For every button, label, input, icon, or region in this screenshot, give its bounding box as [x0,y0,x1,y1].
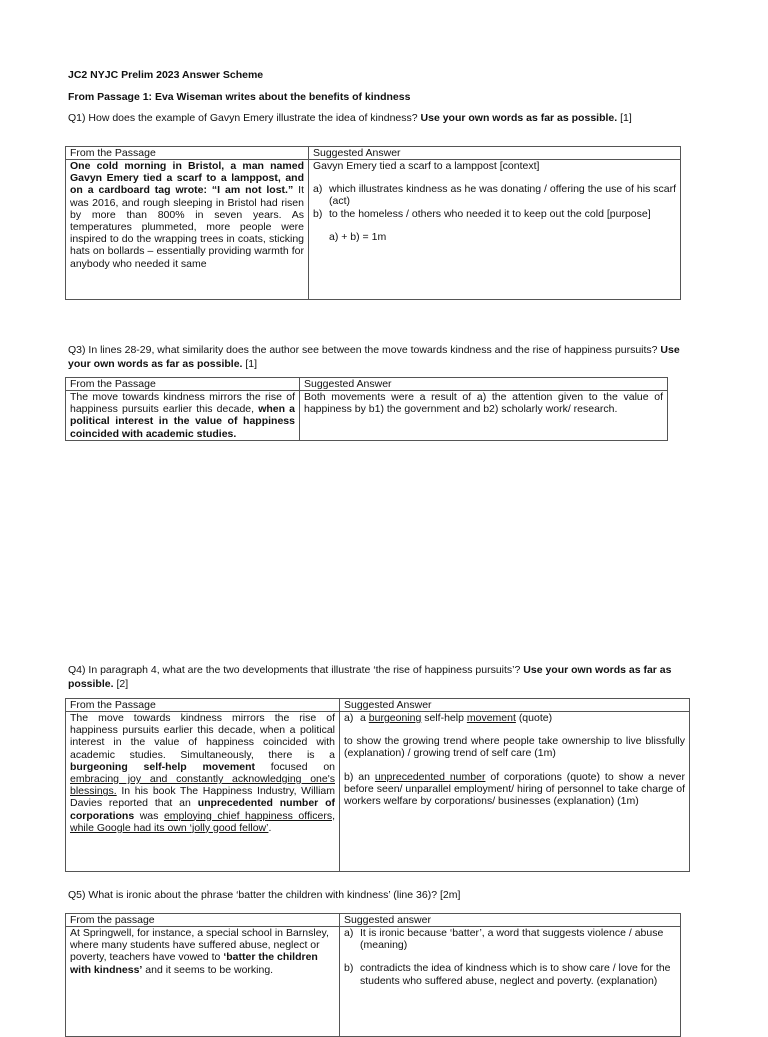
q1-passage-cell: One cold morning in Bristol, a man named Gavyn Emery tied a scarf to a lamppost, and on a cardboard tag wrote: “I am not lost.” It was 2016, and rough sleeping in Bristol had risen by more than 800% in seven years. As temperatures plummeted, more people were inspired to do the wrapping trees in coats, sticking hats on bollards – essentially providing warmth for anybody who needed it same [66,160,309,300]
q1-answer-total: a) + b) = 1m [329,230,387,243]
q3-answer-cell: Both movements were a result of a) the attention given to the value of happiness by b1) the government and b2) scholarly work/ research. [300,391,668,441]
q4-answer-a-explanation: to show the growing trend where people take ownership to live blissfully (explanation) / growing trend of self care (1m) [344,735,685,760]
q5-passage-cell: At Springwell, for instance, a special school in Barnsley, where many students have suffered abuse, neglect or poverty, teachers have vowed to ‘batter the children with kindness’ and it seems to be working. [66,927,340,1037]
q3-col-passage: From the Passage [66,378,300,391]
q1-answer-context: Gavyn Emery tied a scarf to a lamppost [context] [313,160,540,172]
q4-answer-b: b) an unprecedented number of corporations (quote) to show a never before seen/ unparallel employment/ hiring of personnel to take charge of workers welfare by corporations/ businesses (explanation) (1m) [344,770,686,808]
q5-answer-b: b) contradicts the idea of kindness which is to show care / love for the students who suffered abuse, neglect and poverty. (explanation) [344,962,671,987]
q4-question: Q4) In paragraph 4, what are the two developments that illustrate ‘the rise of happiness pursuits’? Use your own words as far as possible. [2] [68,664,672,690]
q1-answer-a: a) which illustrates kindness as he was donating / offering the use of his scarf (act) [313,183,676,208]
q4-answer-a: a) a burgeoning self-help movement (quote) [344,712,553,724]
q5-col-passage: From the passage [66,914,340,927]
q4-col-answer: Suggested Answer [340,699,690,712]
q3-table [65,377,668,441]
q1-answer-cell [309,160,681,300]
q1-answer-b: b) to the homeless / others who needed it to keep out the cold [purpose] [313,207,651,220]
q1-col-answer: Suggested Answer [309,147,681,160]
q4-table [65,698,690,872]
q1-col-passage: From the Passage [66,147,309,160]
q5-answer-a: a) It is ironic because ‘batter’, a word that suggests violence / abuse (meaning) [344,927,664,952]
q3-col-answer: Suggested Answer [300,378,668,391]
q3-passage-cell: The move towards kindness mirrors the rise of happiness pursuits earlier this decade, when a political interest in the value of happiness coincided with academic studies. [66,391,300,441]
q5-answer-cell [340,927,681,1037]
q1-table [65,146,681,300]
q5-question: Q5) What is ironic about the phrase ‘batter the children with kindness’ (line 36)? [2m] [68,889,461,901]
q4-answer-cell [340,712,690,872]
q3-question: Q3) In lines 28-29, what similarity does the author see between the move towards kindness and the rise of happiness pursuits? Use your own words as far as possible. [1] [68,344,680,370]
q4-passage-cell: The move towards kindness mirrors the rise of happiness pursuits earlier this decade, when a political interest in the value of happiness coincided with academic studies. Simultaneously, there is a burgeoning self-help movement focused on embracing joy and constantly acknowledging one's blessings. In his book The Happiness Industry, William Davies reported that an unprecedented number of corporations was employing chief happiness officers, while Google had its own ‘jolly good fellow’. [66,712,340,872]
passage-heading: From Passage 1: Eva Wiseman writes about the benefits of kindness [68,91,411,103]
q4-col-passage: From the Passage [66,699,340,712]
q1-question: Q1) How does the example of Gavyn Emery illustrate the idea of kindness? Use your own words as far as possible. [1] [68,112,632,124]
q5-col-answer: Suggested answer [340,914,681,927]
q5-table [65,913,681,1037]
document-title: JC2 NYJC Prelim 2023 Answer Scheme [68,69,264,81]
